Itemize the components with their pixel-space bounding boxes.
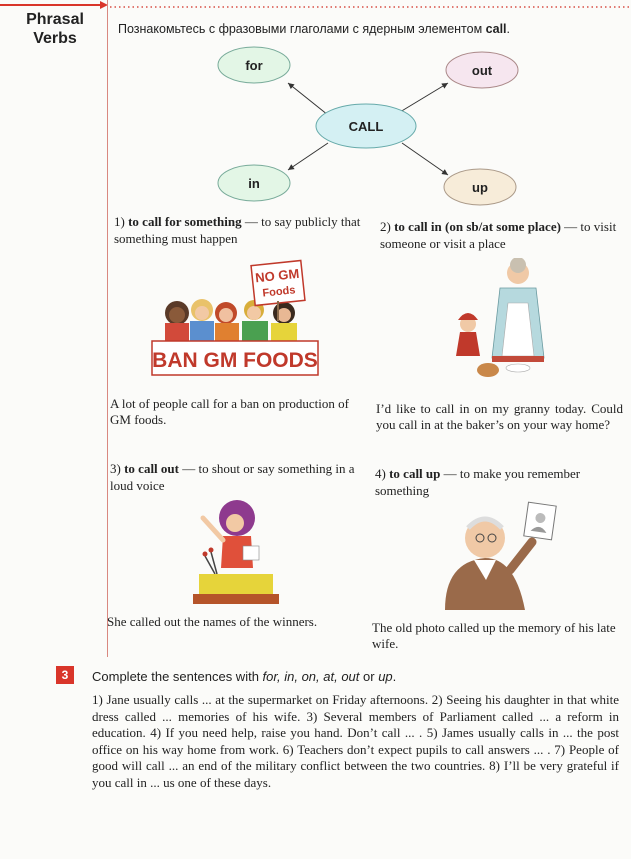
exercise-sentences: 1) Jane usually calls ... at the supermarket on Friday afternoons. 2) Seeing his daughter in that white dress called ... memories of his wife. 3) Several members of Parliament called ... a reform in education. 4) If you need help, raise you hand. Don’t call ... . 5) James usually calls in ... the post office on his way home from work. 6) Teachers don’t expect pupils to call answers ... . 7) People of good will call ... an end of the military conflict between the two countries. 8) I’ll be very grateful if you call in ... us one of these days. [92, 692, 619, 790]
announcer-illustration [185, 496, 285, 608]
intro-text: Познакомьтесь с фразовыми глаголами с ядерным элементом call. [118, 22, 511, 36]
example-3: She called out the names of the winners. [107, 614, 318, 629]
granny-illustration [448, 258, 558, 380]
protest-illustration [150, 255, 320, 385]
exercise-task: Complete the sentences with for, in, on, at, out or up. [92, 669, 397, 684]
node-up-label: up [472, 180, 488, 195]
example-2: I’d like to call in on my granny today. Could you call in at the baker’s on your way home? [376, 401, 623, 432]
node-for-label: for [245, 58, 263, 73]
section-title-line1: Phrasal [26, 11, 84, 28]
exercise-number: 3 [56, 666, 74, 684]
node-center-label: CALL [348, 119, 384, 134]
definition-1: 1) to call for something — to say publicly that something must happen [114, 214, 361, 246]
arrow-in [288, 143, 328, 170]
intro-keyword: call [485, 22, 507, 36]
section-title [14, 10, 96, 48]
example-1: A lot of people call for a ban on production of GM foods. [110, 396, 349, 427]
node-out-label: out [471, 63, 493, 78]
old-man-illustration [440, 500, 560, 610]
mindmap [200, 40, 530, 210]
margin-line [107, 0, 108, 657]
arrow-for [288, 83, 328, 115]
definition-3: 3) to call out — to shout or say something in a loud voice [110, 461, 355, 493]
sign-line-1: NO GM [254, 265, 300, 286]
arrow-out [400, 83, 448, 112]
definition-2: 2) to call in (on sb/at some place) — to visit someone or visit a place [380, 219, 617, 251]
example-4: The old photo called up the memory of his late wife. [372, 620, 616, 651]
node-in-label: in [248, 176, 260, 191]
sign-line-2: Foods [261, 284, 296, 300]
arrow-up [402, 143, 448, 175]
banner-text: BAN GM FOODS [152, 349, 318, 372]
ban-banner [152, 341, 318, 375]
section-title-line2: Verbs [33, 30, 77, 47]
definition-4: 4) to call up — to make you remember something [375, 466, 581, 498]
